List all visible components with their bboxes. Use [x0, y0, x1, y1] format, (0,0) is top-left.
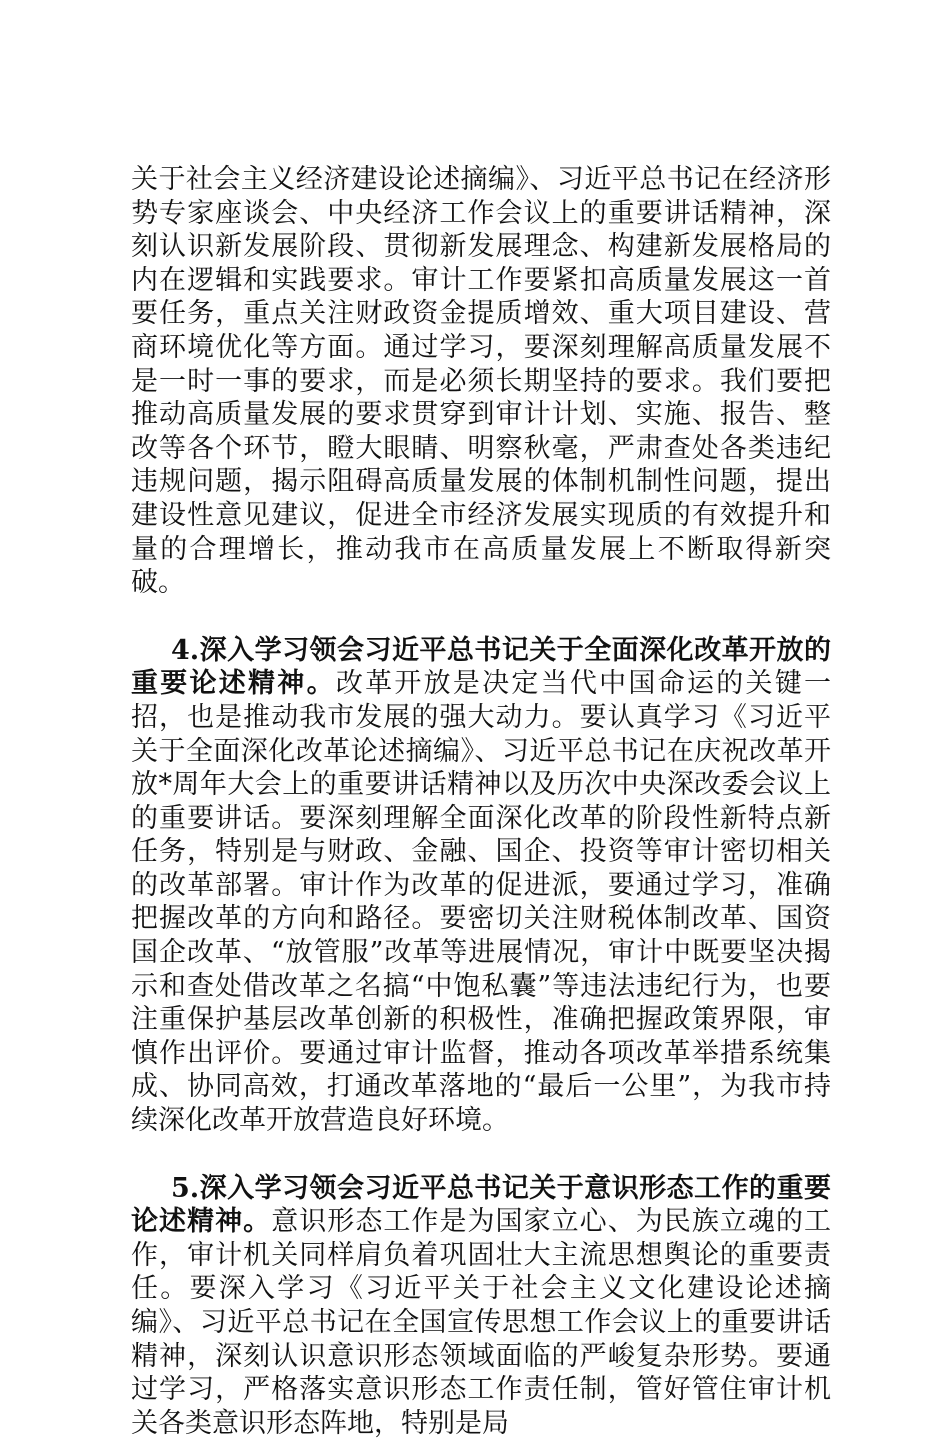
paragraph-continuation: [131, 163, 831, 600]
paragraph-body: 意识形态工作是为国家立心、为民族立魂的工作，审计机关同样肩负着巩固壮大主流思想舆论的重要责任。要深入学习《习近平关于社会主义文化建设论述摘编》、习近平总书记在全国宣传思想工作会议上的重要讲话精神，深刻认识意识形态领域面临的严峻复杂形势。要通过学习，严格落实意识形态工作责任制，管好管住审计机关各类意识形态阵地，特别是局: [131, 1206, 832, 1439]
paragraph-body: 关于社会主义经济建设论述摘编》、习近平总书记在经济形势专家座谈会、中央经济工作会议上的重要讲话精神，深刻认识新发展阶段、贯彻新发展理念、构建新发展格局的内在逻辑和实践要求。审计工作要紧扣高质量发展这一首要任务，重点关注财政资金提质增效、重大项目建设、营商环境优化等方面。通过学习，要深刻理解高质量发展不是一时一事的要求，而是必须长期坚持的要求。我们要把推动高质量发展的要求贯穿到审计计划、实施、报告、整改等各个环节，瞪大眼睛、明察秋毫，严肃查处各类违纪违规问题，揭示阻碍高质量发展的体制机制性问题，提出建设性意见建议，促进全市经济发展实现质的有效提升和量的合理增长，推动我市在高质量发展上不断取得新突破。: [131, 164, 831, 599]
paragraph-body: 改革开放是决定当代中国命运的关键一招，也是推动我市发展的强大动力。要认真学习《习近平关于全面深化改革论述摘编》、习近平总书记在庆祝改革开放*周年大会上的重要讲话精神以及历次中央深改委会议上的重要讲话。要深刻理解全面深化改革的阶段性新特点新任务，特别是与财政、金融、国企、投资等审计密切相关的改革部署。审计作为改革的促进派，要通过学习，准确把握改革的方向和路径。要密切关注财税体制改革、国资国企改革、“放管服”改革等进展情况，审计中既要坚决揭示和查处借改革之名搞“中饱私囊”等违法违纪行为，也要注重保护基层改革创新的积极性，准确把握政策界限，审慎作出评价。要通过审计监督，推动各项改革举措系统集成、协同高效，打通改革落地的“最后一公里”，为我市持续深化改革开放营造良好环境。: [131, 668, 832, 1137]
section-heading-4: 4.深入学习领会习近平总书记关于全面深化改革开放的重要论述精神。: [131, 634, 831, 700]
document-page: [131, 163, 831, 1440]
paragraph-section-4: [131, 634, 831, 1138]
paragraph-section-5: [131, 1172, 831, 1440]
section-heading-5: 5.深入学习领会习近平总书记关于意识形态工作的重要论述精神。: [131, 1172, 831, 1238]
